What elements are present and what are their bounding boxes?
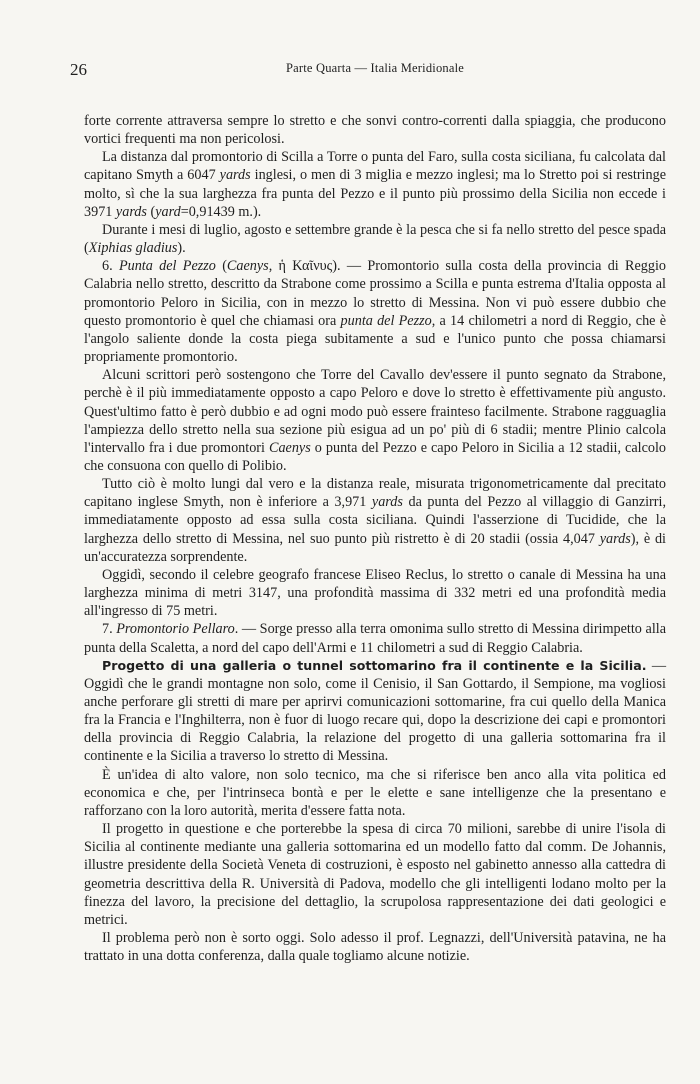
page-number: 26 bbox=[70, 60, 87, 79]
paragraph bbox=[84, 657, 666, 766]
italic-text: yards bbox=[599, 530, 631, 547]
italic-text: Caenys bbox=[268, 439, 311, 456]
text-run: Il progetto in questione e che porterebbe la spesa di circa 70 milioni, sarebbe di unire l'isola di Sicilia al continente mediante una galleria sottomarina ed un modello fatto dal comm. De Johannis, illustre presidente della Società Veneta di costruzioni, è esposto nel gabinetto annesso alla cattedra di geometria descrittiva della R. Università di Padova, modello che gli intelligenti lodano molto per la finezza del lavoro, la precisione del dettaglio, la scrupolosa rappresentazione dei dati geologici e metrici. bbox=[84, 821, 666, 928]
paragraph bbox=[84, 366, 666, 475]
text-run: ). bbox=[177, 240, 186, 257]
text-run: Tutto ciò è molto lungi dal vero e la distanza reale, misurata trigonometricamente dal precitato capitano inglese Smyth, non è inferiore a 3,971 bbox=[84, 476, 666, 511]
text-run: . — Sorge presso alla terra omonima sullo stretto di Messina dirimpetto alla punta della Scaletta, a nord del capo dell'Armi e 11 chilometri a sud di Reggio Calabria. bbox=[84, 621, 667, 656]
text-run: =0,91439 m.). bbox=[180, 203, 262, 220]
text-run: , ἡ Καῖνυς). — Promontorio sulla costa della provincia di Reggio Calabria nello stretto, descritto da Strabone come prossimo a Scilla e punta estrema d'Italia opposta al promontorio Peloro in Sicilia, con in mezzo lo stretto di Messina. Non vi può essere dubbio che questo promontorio è quel che chiamasi ora bbox=[84, 258, 667, 329]
text-run: Alcuni scrittori però sostengono che Torre del Cavallo dev'essere il punto segnato da Strabone, perchè è il più immediatamente opposto a capo Peloro e dove lo stretto è effettivamente più angusto. Quest'ultimo fatto è però dubbio e ad ogni modo può essere frainteso facilmente. Strabone ragguaglia l'ampiezza dello stretto nella sua sezione più esigua ad un po' più di 6 stadii; mentre Plinio calcola l'intervallo fra i due promontori bbox=[84, 367, 666, 456]
text-run: ( bbox=[215, 258, 227, 275]
paragraph bbox=[84, 112, 666, 148]
paragraph bbox=[84, 221, 666, 257]
text-run: ), è di un'accuratezza sorprendente. bbox=[84, 530, 666, 565]
text-run: Durante i mesi di luglio, agosto e settembre grande è la pesca che si fa nello stretto del pesce spada ( bbox=[84, 221, 666, 257]
paragraph bbox=[84, 475, 666, 566]
italic-text: yards bbox=[371, 494, 403, 511]
text-run: , a 14 chilometri a nord di Reggio, che è l'angolo saliente donde la costa piega subitamente a sud e l'unico punto che possa chiamarsi propriamente promontorio. bbox=[84, 312, 666, 366]
text-run: La distanza dal promontorio di Scilla a Torre o punta del Faro, sulla costa siciliana, fu calcolata dal capitano Smyth a 6047 bbox=[84, 149, 666, 184]
paragraph bbox=[84, 257, 666, 366]
italic-text: punta del Pezzo bbox=[340, 312, 432, 329]
italic-text: Xiphias gladius bbox=[88, 240, 178, 257]
paragraph bbox=[84, 148, 666, 221]
paragraph bbox=[84, 566, 666, 620]
section-heading: Progetto di una galleria o tunnel sottomarino fra il continente e la Sicilia. bbox=[102, 657, 647, 673]
text-run: o punta del Pezzo e capo Peloro in Sicilia a 12 stadii, calcolo che consuona con quello di Polibio. bbox=[84, 439, 666, 474]
italic-text: yard bbox=[155, 203, 181, 220]
italic-text: yards bbox=[219, 167, 251, 184]
italic-text: Promontorio Pellaro bbox=[116, 621, 235, 638]
paragraph bbox=[84, 766, 666, 820]
running-head: Parte Quarta — Italia Meridionale bbox=[285, 61, 465, 75]
text-run: È un'idea di alto valore, non solo tecnico, ma che si riferisce ben anco alla vita politica ed economica e che, per l'intrinseca bontà e per le elette e sane intelligenze che la presentano e rafforzano con la loro autorità, merita d'essere fatta nota. bbox=[84, 766, 666, 819]
page-header bbox=[70, 60, 666, 82]
text-run: 7. bbox=[102, 621, 117, 638]
book-page bbox=[70, 60, 667, 965]
text-run: — Oggidì che le grandi montagne non solo, come il Cenisio, il San Gottardo, il Sempione, ma vogliosi anche perforare gli stretti di mare per aprirvi comunicazioni sottomarine, fra cui quello della Manica fra la Francia e l'Inghilterra, non è fuor di luogo recare qui, dopo la descrizione dei capi e promontori della provincia di Reggio Calabria, la relazione del progetto di una galleria sottomarina fra il continente e la Sicilia a traverso lo stretto di Messina. bbox=[84, 657, 667, 765]
paragraph bbox=[84, 620, 666, 656]
text-run: forte corrente attraversa sempre lo stretto e che sonvi contro-correnti dalla spiaggia, che producono vortici frequenti ma non pericolosi. bbox=[84, 113, 666, 148]
text-run: 6. bbox=[102, 258, 119, 275]
text-run: ( bbox=[146, 203, 156, 220]
text-run: Oggidì, secondo il celebre geografo francese Eliseo Reclus, lo stretto o canale di Messina ha una larghezza minima di metri 3147, una profondità massima di 332 metri ed una profondità media all'ingresso di 75 metri. bbox=[84, 566, 666, 620]
text-run: da punta del Pezzo al villaggio di Ganzirri, immediatamente opposto ad essa sulla costa siciliana. Quindi l'asserzione di Tucidide, che la larghezza dello stretto di Messina, nel suo punto più ristretto è di 20 stadii (ossia 4,047 bbox=[84, 494, 666, 547]
paragraph bbox=[84, 929, 666, 965]
text-run: inglesi, o men di 3 miglia e mezzo inglesi; ma lo Stretto poi si restringe molto, sì che la sua larghezza fra punta del Pezzo e il punto più prossimo della Sicilia non eccede i 3971 bbox=[84, 167, 666, 220]
italic-text: Punta del Pezzo bbox=[118, 258, 216, 275]
text-run: Il problema però non è sorto oggi. Solo adesso il prof. Legnazzi, dell'Università patavina, ne ha trattato in una dotta conferenza, dalla quale togliamo alcune notizie. bbox=[84, 930, 666, 965]
paragraph bbox=[84, 820, 666, 929]
italic-text: yards bbox=[115, 203, 147, 220]
italic-text: Caenys bbox=[226, 258, 269, 275]
body-text bbox=[84, 112, 666, 965]
